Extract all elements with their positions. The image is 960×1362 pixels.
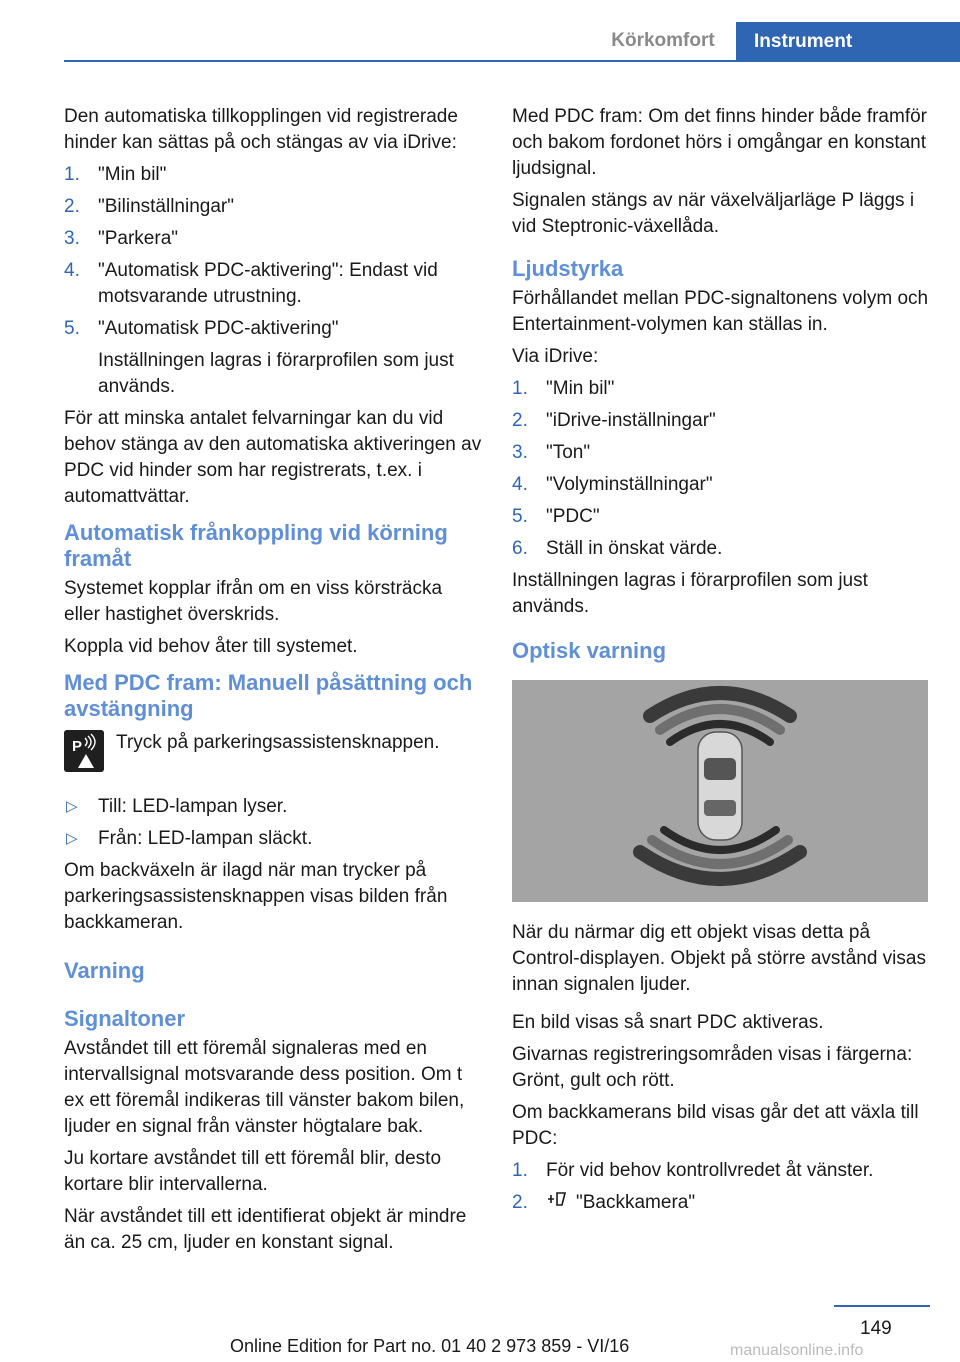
step-number: 1. xyxy=(64,164,80,185)
heading-signal: Signaltoner xyxy=(64,1006,186,1031)
list-item xyxy=(64,162,482,188)
signal-paragraph-1: Avståndet till ett föremål signaleras med en intervallsignal motsvarande dess position. Om t ex ett föremål indikeras till vänster bakom bilen, ljuder en signal från vänster högtalare bak. xyxy=(64,1038,465,1137)
left-column xyxy=(64,104,482,1262)
heading-auto-off: Automatisk frånkoppling vid körning framåt xyxy=(64,520,448,571)
volume-paragraph: Förhållandet mellan PDC-signaltonens volym och Entertainment-volymen kan ställas in. xyxy=(512,288,929,335)
bullet-text: Från: LED-lampan släckt. xyxy=(98,828,313,849)
heading-manual: Med PDC fram: Manuell påsättning och avstängning xyxy=(64,670,473,721)
parking-assist-button-icon xyxy=(64,730,104,772)
steptronic-paragraph: Signalen stängs av när växelväljarläge P läggs i vid Steptronic-växellåda. xyxy=(512,190,915,237)
step-number: 4. xyxy=(64,260,80,281)
list-item xyxy=(512,1158,930,1184)
via-idrive-label: Via iDrive: xyxy=(512,346,599,367)
reverse-gear-paragraph: Om backväxeln är ilagd när man trycker på parkeringsassistensknappen visas bilden från backkameran. xyxy=(64,860,448,933)
list-item xyxy=(512,440,930,466)
heading-volume: Ljudstyrka xyxy=(512,256,624,281)
heading-optical: Optisk varning xyxy=(512,638,667,663)
step-text: "Backkamera" xyxy=(576,1192,696,1213)
signal-paragraph-3: När avståndet till ett identifierat objekt är mindre än ca. 25 cm, ljuder en konstant signal. xyxy=(64,1206,467,1253)
step-number: 3. xyxy=(512,442,528,463)
step-text: "PDC" xyxy=(546,506,600,527)
list-item xyxy=(64,258,482,310)
step-text: "Parkera" xyxy=(98,228,179,249)
bullet-triangle-icon: ▷ xyxy=(66,830,78,847)
step-text: "iDrive-inställningar" xyxy=(546,410,716,431)
step-number: 2. xyxy=(64,196,80,217)
saved-paragraph: Inställningen lagras i förarprofilen som just används. xyxy=(512,570,868,617)
settings-steps-list xyxy=(64,162,482,400)
step-text: "Min bil" xyxy=(98,164,167,185)
page-header xyxy=(0,0,960,62)
footer-rule xyxy=(834,1305,930,1307)
false-warning-paragraph: För att minska antalet felvarningar kan du vid behov stänga av den automatiska aktiveringen av PDC vid hinder som har registrerats, t.ex. i automattvättar. xyxy=(64,408,482,507)
step-text: "Min bil" xyxy=(546,378,615,399)
list-item xyxy=(512,504,930,530)
bullet-text: Till: LED-lampan lyser. xyxy=(98,796,288,817)
list-item xyxy=(512,536,930,562)
step-text: Ställ in önskat värde. xyxy=(546,538,723,559)
camera-steps-list xyxy=(512,1158,930,1216)
approach-paragraph: När du närmar dig ett objekt visas detta på Control-displayen. Objekt på större avstånd visas innan signalen ljuder. xyxy=(512,922,926,995)
step-text: "Volyminställningar" xyxy=(546,474,713,495)
front-pdc-paragraph: Med PDC fram: Om det finns hinder både framför och bakom fordonet hörs i omgångar en konstant ljudsignal. xyxy=(512,106,927,179)
header-rule xyxy=(64,60,960,62)
watermark: manualsonline.info xyxy=(730,1342,864,1359)
section-tab-korkomfort: Körkomfort xyxy=(611,30,715,51)
bullet-triangle-icon: ▷ xyxy=(66,798,78,815)
page-number: 149 xyxy=(860,1318,892,1339)
section-tab-instrument: Instrument xyxy=(736,22,960,62)
step-number: 1. xyxy=(512,378,528,399)
press-instruction: Tryck på parkeringsassistensknappen. xyxy=(116,732,440,753)
step-text: "Automatisk PDC-aktivering" xyxy=(98,318,339,339)
list-item xyxy=(64,316,482,400)
step-number: 6. xyxy=(512,538,528,559)
edition-line: Online Edition for Part no. 01 40 2 973 859 - VI/16 xyxy=(230,1336,630,1356)
volume-steps-list xyxy=(512,376,930,562)
heading-warning: Varning xyxy=(64,958,145,983)
pdc-display-figure xyxy=(512,680,928,902)
reconnect-paragraph: Koppla vid behov åter till systemet. xyxy=(64,636,358,657)
step-text: "Automatisk PDC-aktivering": Endast vid motsvarande utrustning. xyxy=(98,260,438,307)
intro-paragraph: Den automatiska tillkopplingen vid registrerade hinder kan sättas på och stängas av via iDrive: xyxy=(64,106,458,153)
svg-text:P: P xyxy=(72,738,83,755)
step-number: 2. xyxy=(512,410,528,431)
step-number: 3. xyxy=(64,228,80,249)
list-item xyxy=(64,226,482,252)
list-item xyxy=(512,1190,930,1216)
step-note: Inställningen lagras i förarprofilen som just används. xyxy=(98,350,454,397)
step-text: "Bilinställningar" xyxy=(98,196,234,217)
right-column xyxy=(512,104,930,1222)
list-item xyxy=(512,472,930,498)
signal-paragraph-2: Ju kortare avståndet till ett föremål blir, desto kortare blir intervallerna. xyxy=(64,1148,442,1195)
step-number: 5. xyxy=(64,318,80,339)
list-item xyxy=(64,826,482,852)
step-text: "Ton" xyxy=(546,442,591,463)
list-item xyxy=(512,408,930,434)
camera-switch-paragraph: Om backkamerans bild visas går det att växla till PDC: xyxy=(512,1102,919,1149)
sensor-zones-paragraph: Givarnas registreringsområden visas i färgerna: Grönt, gult och rött. xyxy=(512,1044,913,1091)
step-number: 5. xyxy=(512,506,528,527)
pdc-car-illustration xyxy=(512,680,928,902)
list-item xyxy=(512,376,930,402)
led-status-list xyxy=(64,794,482,852)
image-shown-paragraph: En bild visas så snart PDC aktiveras. xyxy=(512,1012,824,1033)
step-number: 2. xyxy=(512,1192,528,1213)
auto-off-paragraph: Systemet kopplar ifrån om en viss körsträcka eller hastighet överskrids. xyxy=(64,578,443,625)
step-number: 1. xyxy=(512,1160,528,1181)
parking-button-row xyxy=(64,730,482,780)
list-item xyxy=(64,794,482,820)
list-item xyxy=(64,194,482,220)
backup-camera-icon xyxy=(546,1190,568,1216)
step-number: 4. xyxy=(512,474,528,495)
step-text: För vid behov kontrollvredet åt vänster. xyxy=(546,1160,874,1181)
